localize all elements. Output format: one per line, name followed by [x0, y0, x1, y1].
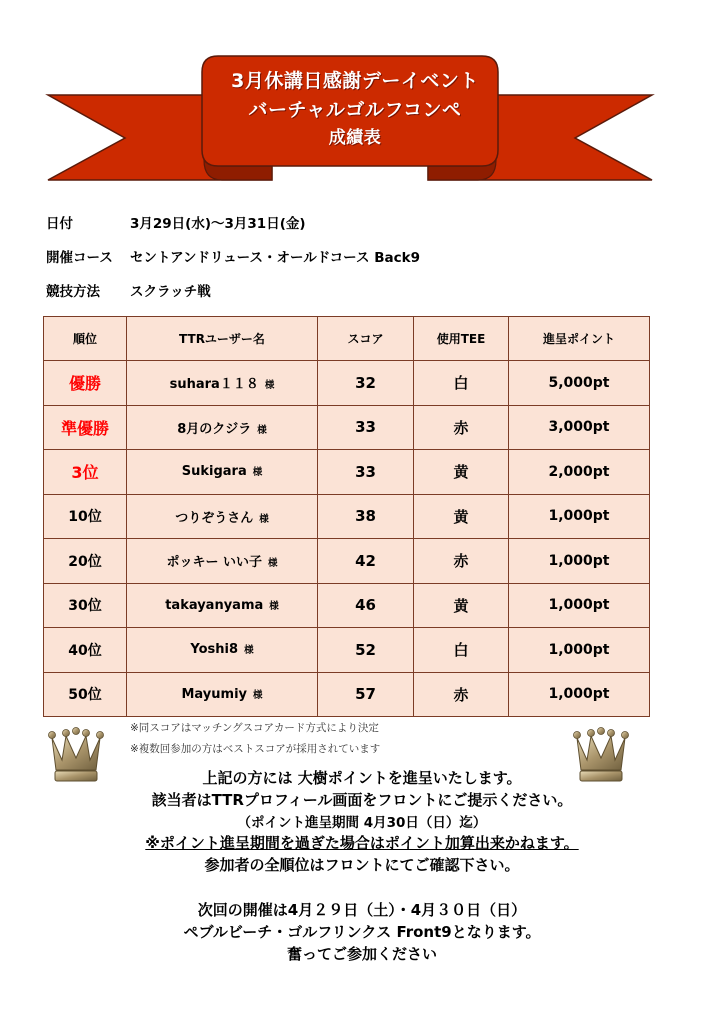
- banner-title-line1: 3月休講日感謝デーイベント: [231, 70, 479, 92]
- banner-title-line3: 成績表: [328, 128, 382, 148]
- table-row: [44, 450, 650, 495]
- info-date-value: 3月29日(水)〜3月31日(金): [130, 216, 306, 232]
- table-row: [44, 539, 650, 584]
- rank-cell: 準優勝: [44, 405, 127, 450]
- tee-cell: 赤: [414, 672, 509, 717]
- message-next-course: ペブルビーチ・ゴルフリンクス Front9となります。: [183, 923, 541, 941]
- rank-cell: 40位: [44, 628, 127, 673]
- info-format-label: 競技方法: [46, 284, 100, 300]
- score-cell: 33: [318, 450, 414, 495]
- message-full-ranking: 参加者の全順位はフロントにてご確認下さい。: [204, 856, 520, 874]
- username-cell: [127, 628, 318, 673]
- username: suhara１１８: [169, 377, 259, 393]
- honorific: 様: [264, 380, 275, 392]
- score-cell: 42: [318, 539, 414, 584]
- note-tiebreak: ※同スコアはマッチングスコアカード方式により決定: [130, 722, 379, 734]
- tee-cell: 赤: [414, 539, 509, 584]
- score-cell: 52: [318, 628, 414, 673]
- info-date-label: 日付: [46, 216, 73, 232]
- username: ポッキー いい子: [166, 555, 262, 571]
- rank-cell: 10位: [44, 494, 127, 539]
- rank-cell: 20位: [44, 539, 127, 584]
- tee-cell: 黄: [414, 450, 509, 495]
- honorific: 様: [257, 424, 267, 436]
- score-cell: 33: [318, 405, 414, 450]
- username: takayanyama: [165, 597, 264, 613]
- honorific: 様: [269, 600, 279, 612]
- table-row: [44, 494, 650, 539]
- points-cell: 1,000pt: [509, 672, 650, 717]
- tee-cell: 白: [414, 628, 509, 673]
- header-points: 進呈ポイント: [509, 317, 650, 361]
- username: つりぞうさん: [175, 510, 254, 526]
- header-rank: 順位: [44, 317, 127, 361]
- points-cell: 5,000pt: [509, 361, 650, 406]
- info-course-value: セントアンドリュース・オールドコース Back9: [130, 250, 420, 266]
- header-tee: 使用TEE: [414, 317, 509, 361]
- message-award-period: （ポイント進呈期間 4月30日（日）迄）: [237, 815, 487, 831]
- info-course-row: [46, 246, 420, 266]
- honorific: 様: [244, 645, 254, 657]
- points-cell: 3,000pt: [509, 405, 650, 450]
- rank-cell: 優勝: [44, 361, 127, 406]
- points-cell: 2,000pt: [509, 450, 650, 495]
- tee-cell: 白: [414, 361, 509, 406]
- banner-title-line2: バーチャルゴルフコンペ: [248, 99, 462, 121]
- username-cell: [127, 405, 318, 450]
- tee-cell: 黄: [414, 583, 509, 628]
- username: Sukigara: [181, 464, 247, 480]
- tee-cell: 赤: [414, 405, 509, 450]
- rank-cell: 3位: [44, 450, 127, 495]
- note-best-score: ※複数回参加の方はベストスコアが採用されています: [130, 743, 381, 755]
- info-format-row: [46, 280, 211, 300]
- info-course-label: 開催コース: [46, 250, 113, 266]
- username: Mayumiy: [181, 686, 247, 702]
- table-row: [44, 361, 650, 406]
- table-row: [44, 405, 650, 450]
- header-username: TTRユーザー名: [127, 317, 318, 361]
- rank-cell: 30位: [44, 583, 127, 628]
- honorific: 様: [253, 689, 263, 701]
- username-cell: [127, 361, 318, 406]
- points-cell: 1,000pt: [509, 539, 650, 584]
- info-date-row: [46, 212, 306, 232]
- username-cell: [127, 539, 318, 584]
- honorific: 様: [268, 558, 278, 570]
- score-cell: 46: [318, 583, 414, 628]
- table-row: [44, 628, 650, 673]
- username: Yoshi8: [190, 642, 239, 658]
- rank-cell: 50位: [44, 672, 127, 717]
- username-cell: [127, 672, 318, 717]
- username-cell: [127, 450, 318, 495]
- message-invite: 奮ってご参加ください: [286, 945, 437, 963]
- username-cell: [127, 583, 318, 628]
- table-row: [44, 583, 650, 628]
- tee-cell: 黄: [414, 494, 509, 539]
- honorific: 様: [252, 467, 263, 479]
- score-cell: 38: [318, 494, 414, 539]
- username-cell: [127, 494, 318, 539]
- header-score: スコア: [318, 317, 414, 361]
- username: 8月のクジラ: [177, 421, 252, 437]
- table-row: [44, 672, 650, 717]
- points-cell: 1,000pt: [509, 494, 650, 539]
- message-show-profile: 該当者はTTRプロフィール画面をフロントにご提示ください。: [151, 791, 573, 809]
- score-cell: 57: [318, 672, 414, 717]
- points-cell: 1,000pt: [509, 583, 650, 628]
- points-cell: 1,000pt: [509, 628, 650, 673]
- results-table: [43, 316, 650, 717]
- message-points-award: 上記の方には 大樹ポイントを進呈いたします。: [202, 769, 522, 787]
- message-next-event-date: 次回の開催は4月２９日（土）・4月３０日（日）: [197, 901, 527, 919]
- message-deadline-warning: ※ポイント進呈期間を過ぎた場合はポイント加算出来かねます。: [145, 834, 579, 852]
- honorific: 様: [259, 513, 269, 525]
- info-format-value: スクラッチ戦: [130, 284, 211, 300]
- score-cell: 32: [318, 361, 414, 406]
- table-header-row: [44, 317, 650, 361]
